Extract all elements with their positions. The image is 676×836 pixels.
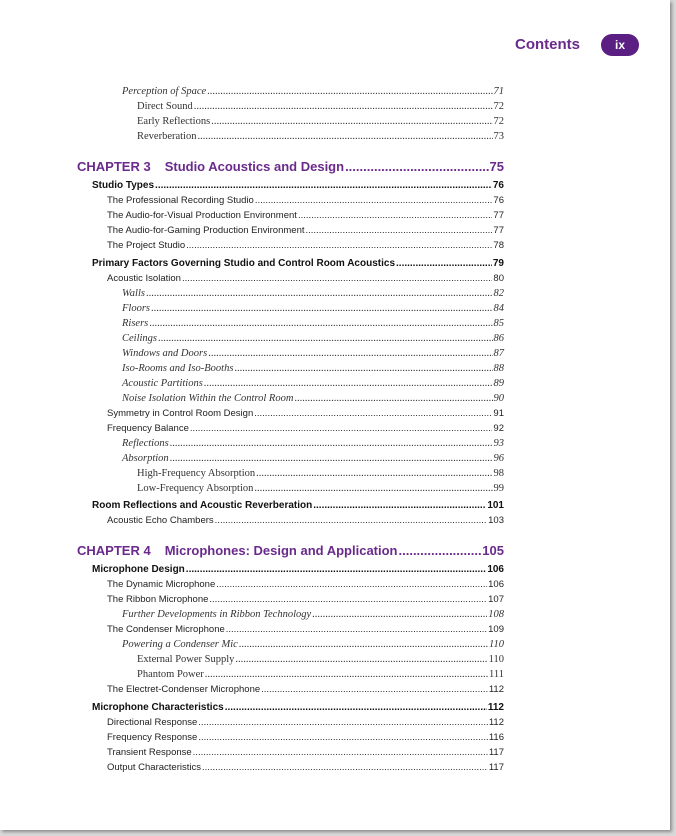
toc-entry-label: Floors [122, 303, 151, 314]
toc-entry-label: Acoustic Partitions [122, 378, 203, 389]
chapter-heading[interactable] [77, 158, 504, 176]
toc-entry-label: Windows and Doors [122, 348, 208, 359]
toc-entry-label: Frequency Balance [107, 423, 189, 434]
leader-dots [225, 700, 487, 715]
toc-entry[interactable] [107, 238, 504, 253]
toc-entry-label: Early Reflections [137, 116, 211, 127]
toc-entry[interactable] [122, 316, 504, 331]
toc-entry-label: Microphone Characteristics [92, 702, 224, 713]
leader-dots [197, 129, 492, 144]
toc-entry-label: Further Developments in Ribbon Technology [122, 609, 312, 620]
toc-entry-page: 117 [488, 762, 504, 773]
toc-section[interactable] [92, 256, 504, 271]
toc-entry-page: 72 [493, 116, 504, 127]
leader-dots [226, 622, 487, 637]
toc-entry-label: Frequency Response [107, 732, 198, 743]
toc-entry-label: Risers [122, 318, 149, 329]
toc-entry[interactable] [137, 652, 504, 667]
toc-entry-label: Iso-Rooms and Iso-Booths [122, 363, 234, 374]
toc-entry-label: Reverberation [137, 131, 197, 142]
toc-entry-page: 110 [488, 654, 504, 665]
leader-dots [294, 391, 492, 406]
toc-entry-page: 112 [487, 702, 504, 713]
toc-entry-page: 79 [492, 258, 504, 269]
toc-entry[interactable] [107, 622, 504, 637]
toc-entry-page: 86 [493, 333, 504, 344]
toc-entry-label: Output Characteristics [107, 762, 201, 773]
leader-dots [209, 592, 487, 607]
toc-entry-label: Perception of Space [122, 86, 207, 97]
toc-entry-label: Powering a Condenser Mic [122, 639, 238, 650]
toc-entry-page: 92 [493, 423, 504, 434]
leader-dots [254, 406, 492, 421]
toc-entry-label: Low-Frequency Absorption [137, 483, 254, 494]
leader-dots [256, 466, 492, 481]
toc-entry-label: Studio Types [92, 180, 155, 191]
toc-entry-label: The Dynamic Microphone [107, 579, 216, 590]
toc-entry-page: 82 [493, 288, 504, 299]
toc-entry[interactable] [107, 513, 504, 528]
toc-entry[interactable] [122, 607, 504, 622]
toc-entry-label: Room Reflections and Acoustic Reverberation [92, 500, 313, 511]
leader-dots [158, 331, 492, 346]
toc-entry[interactable] [107, 730, 504, 745]
toc-entry[interactable] [122, 376, 504, 391]
toc-entry[interactable] [107, 577, 504, 592]
toc-entry-page: 106 [488, 579, 504, 590]
toc-entry-page: 76 [492, 180, 504, 191]
chapter-heading[interactable] [77, 542, 504, 560]
leader-dots [255, 193, 493, 208]
leader-dots [396, 256, 492, 271]
toc-entry[interactable] [137, 667, 504, 682]
toc-entry-label: The Project Studio [107, 240, 186, 251]
toc-entry-label: Primary Factors Governing Studio and Control Room Acoustics [92, 258, 396, 269]
toc-entry-page: 103 [488, 515, 504, 526]
toc-entry-label: Absorption [122, 453, 169, 464]
toc-entry-label: The Professional Recording Studio [107, 195, 254, 206]
toc-entry[interactable] [107, 223, 504, 238]
toc-entry-page: 90 [493, 393, 504, 404]
leader-dots [149, 316, 492, 331]
toc-entry[interactable] [122, 346, 504, 361]
toc-entry[interactable] [107, 760, 504, 775]
leader-dots [186, 562, 487, 577]
toc-entry[interactable] [122, 286, 504, 301]
leader-dots [313, 498, 486, 513]
toc-entry-page: 71 [493, 86, 504, 97]
toc-entry[interactable] [107, 271, 504, 286]
leader-dots [261, 682, 488, 697]
toc-section[interactable] [92, 700, 504, 715]
leader-dots [202, 760, 488, 775]
leader-dots [208, 346, 492, 361]
leader-dots [239, 637, 488, 652]
toc-entry[interactable] [107, 745, 504, 760]
toc-entry-label: The Ribbon Microphone [107, 594, 209, 605]
toc-entry-page: 93 [493, 438, 504, 449]
leader-dots [205, 667, 488, 682]
toc-entry-page: 88 [493, 363, 504, 374]
toc-entry-label: Directional Response [107, 717, 198, 728]
toc-entry[interactable] [107, 208, 504, 223]
toc-entry-page: 99 [493, 483, 504, 494]
toc-entry[interactable] [107, 421, 504, 436]
leader-dots [186, 238, 492, 253]
toc-entry-page: 91 [493, 408, 504, 419]
toc-entry-label: External Power Supply [137, 654, 235, 665]
leader-dots [345, 158, 488, 176]
leader-dots [211, 114, 492, 129]
toc-entry-page: 84 [493, 303, 504, 314]
leader-dots [190, 421, 493, 436]
toc-entry[interactable] [107, 406, 504, 421]
chapter-number: CHAPTER 3 [77, 159, 151, 174]
leader-dots [155, 178, 492, 193]
toc-entry[interactable] [107, 193, 504, 208]
leader-dots [204, 376, 493, 391]
toc-entry-page: 108 [488, 609, 504, 620]
toc-entry[interactable] [122, 436, 504, 451]
toc-entry[interactable] [107, 592, 504, 607]
toc-entry-label: Phantom Power [137, 669, 204, 680]
toc-entry[interactable] [107, 715, 504, 730]
toc-entry[interactable] [122, 301, 504, 316]
leader-dots [182, 271, 492, 286]
toc-entry-page: 96 [493, 453, 504, 464]
toc-entry-page: 85 [493, 318, 504, 329]
leader-dots [193, 745, 488, 760]
toc-entry[interactable] [137, 466, 504, 481]
leader-dots [170, 436, 493, 451]
toc-entry-label: Acoustic Echo Chambers [107, 515, 214, 526]
toc-entry[interactable] [122, 361, 504, 376]
toc-entry[interactable] [137, 129, 504, 144]
toc-entry[interactable] [122, 451, 504, 466]
leader-dots [399, 542, 482, 560]
leader-dots [235, 652, 487, 667]
toc-entry-label: Walls [122, 288, 145, 299]
toc-entry-page: 87 [493, 348, 504, 359]
toc-entry-label: High-Frequency Absorption [137, 468, 256, 479]
toc-entry-page: 112 [488, 684, 504, 695]
chapter-title: Microphones: Design and Application [164, 543, 398, 558]
toc-entry-page: 111 [489, 669, 504, 680]
toc-entry-label: The Condenser Microphone [107, 624, 225, 635]
toc-entry-label: Acoustic Isolation [107, 273, 181, 284]
toc-entry-page: 107 [488, 594, 504, 605]
toc-section[interactable] [92, 498, 504, 513]
toc-entry[interactable] [122, 331, 504, 346]
toc-entry[interactable] [107, 682, 504, 697]
leader-dots [215, 513, 487, 528]
toc-entry-label: The Electret-Condenser Microphone [107, 684, 261, 695]
toc-entry-page: 76 [493, 195, 504, 206]
toc-entry-label: The Audio-for-Gaming Production Environment [107, 225, 305, 236]
toc-entry-page: 109 [488, 624, 504, 635]
leader-dots [198, 730, 488, 745]
toc-entry-label: Symmetry in Control Room Design [107, 408, 254, 419]
toc-entry-label: Direct Sound [137, 101, 193, 112]
leader-dots [207, 84, 492, 99]
toc-entry[interactable] [122, 84, 504, 99]
chapter-page: 105 [482, 543, 504, 558]
toc-entry-page: 80 [493, 273, 504, 284]
toc-entry-page: 117 [488, 747, 504, 758]
leader-dots [151, 301, 492, 316]
toc-section[interactable] [92, 562, 504, 577]
leader-dots [234, 361, 492, 376]
toc-entry[interactable] [137, 114, 504, 129]
page-number-badge: ix [601, 34, 639, 56]
leader-dots [298, 208, 492, 223]
toc-entry-label: Transient Response [107, 747, 192, 758]
leader-dots [198, 715, 488, 730]
toc-entry-page: 98 [493, 468, 504, 479]
leader-dots [312, 607, 487, 622]
running-header-title: Contents [515, 36, 580, 53]
chapter-number: CHAPTER 4 [77, 543, 151, 558]
toc-section[interactable] [92, 178, 504, 193]
leader-dots [194, 99, 493, 114]
chapter-title: Studio Acoustics and Design [164, 159, 345, 174]
toc-entry[interactable] [122, 637, 504, 652]
leader-dots [306, 223, 493, 238]
leader-dots [170, 451, 493, 466]
toc-entry-page: 106 [487, 564, 504, 575]
toc-entry[interactable] [137, 481, 504, 496]
toc-entry-label: Reflections [122, 438, 169, 449]
toc-entry-page: 73 [493, 131, 504, 142]
chapter-page: 75 [489, 159, 504, 174]
toc-entry-page: 77 [493, 210, 504, 221]
toc-entry[interactable] [122, 391, 504, 406]
leader-dots [146, 286, 493, 301]
toc-entry-page: 78 [493, 240, 504, 251]
toc-entry-page: 101 [487, 500, 504, 511]
toc-entry-label: Ceilings [122, 333, 158, 344]
toc-entry-label: Noise Isolation Within the Control Room [122, 393, 294, 404]
toc-entry-page: 89 [493, 378, 504, 389]
toc-entry-page: 72 [493, 101, 504, 112]
leader-dots [216, 577, 487, 592]
toc-entry[interactable] [137, 99, 504, 114]
toc-entry-page: 110 [489, 639, 504, 650]
leader-dots [254, 481, 492, 496]
toc-entry-page: 116 [488, 732, 504, 743]
toc-entry-page: 112 [488, 717, 504, 728]
toc-entry-label: The Audio-for-Visual Production Environment [107, 210, 297, 221]
toc-entry-label: Microphone Design [92, 564, 185, 575]
toc-entry-page: 77 [493, 225, 504, 236]
